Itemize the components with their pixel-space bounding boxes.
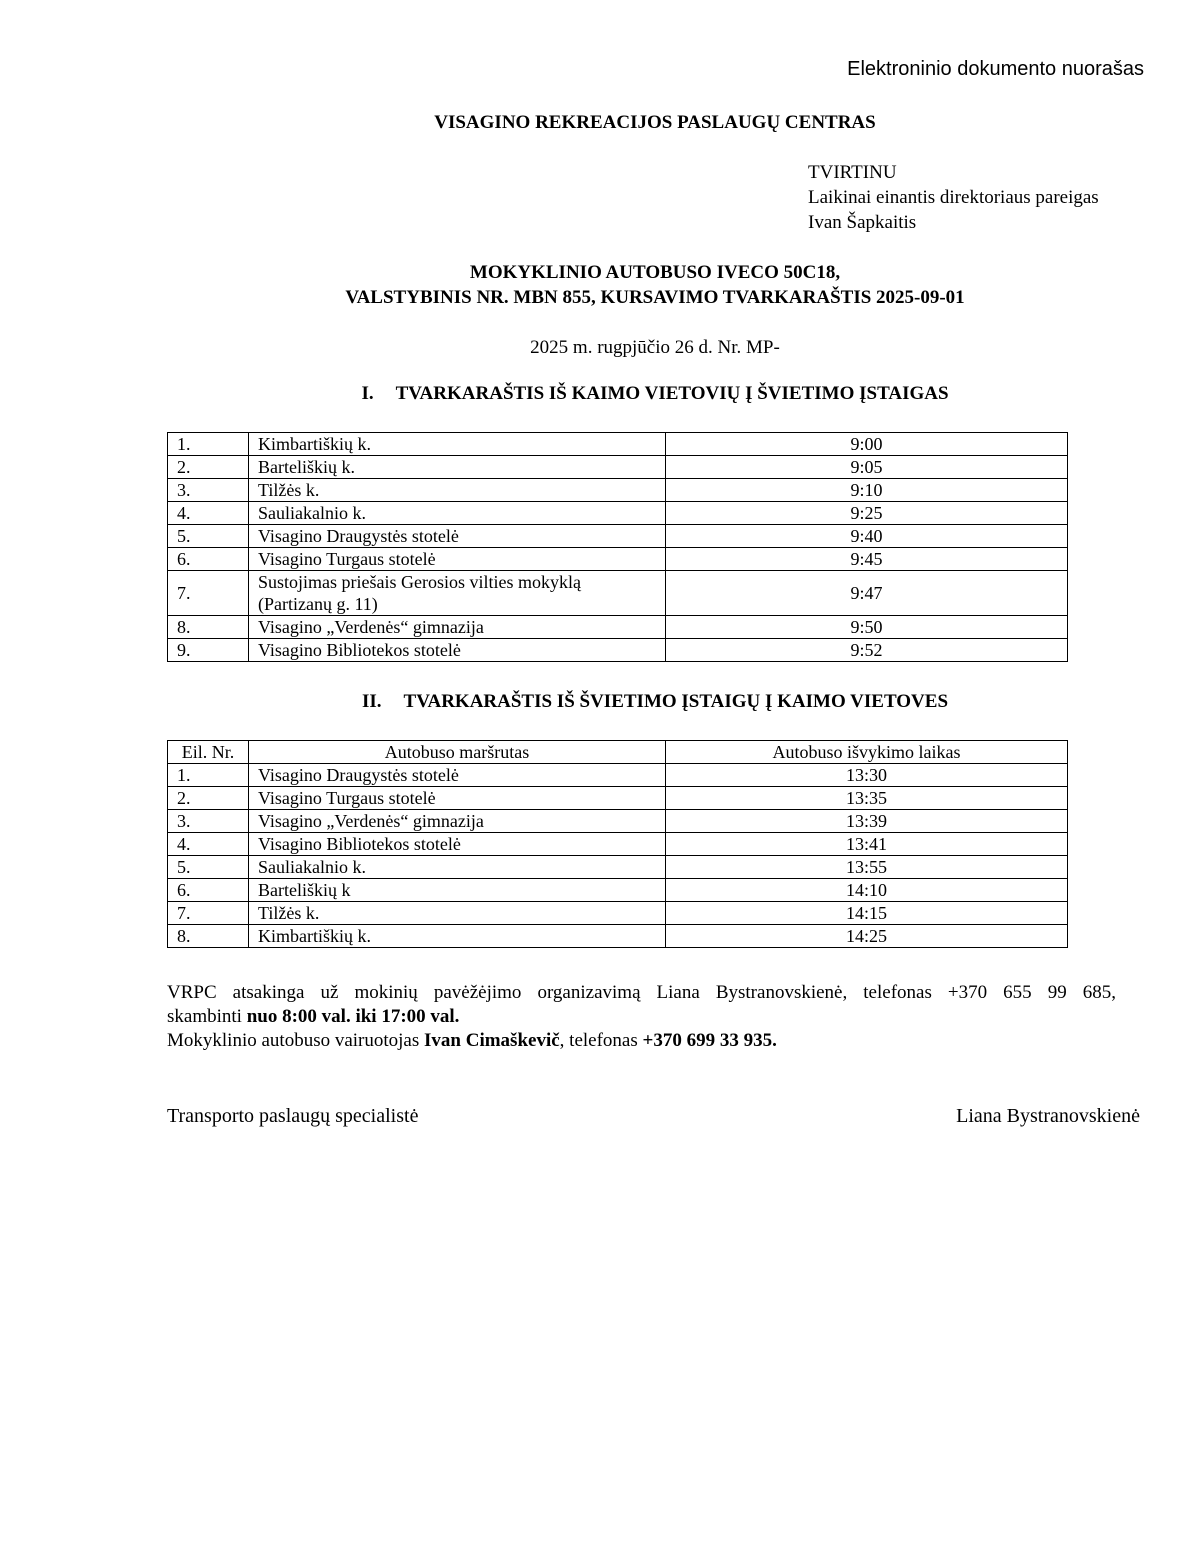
table-row xyxy=(168,787,1068,810)
departure-time: 9:52 xyxy=(666,639,1068,662)
departure-time: 14:25 xyxy=(666,925,1068,948)
route-stop: Visagino Draugystės stotelė xyxy=(249,764,666,787)
header-nr: Eil. Nr. xyxy=(168,741,249,764)
row-number: 4. xyxy=(168,833,249,856)
table-row xyxy=(168,810,1068,833)
table-row xyxy=(168,433,1068,456)
section-2-number: II. xyxy=(361,691,382,712)
organization-name: VISAGINO REKREACIJOS PASLAUGŲ CENTRAS xyxy=(434,112,876,133)
departure-time: 9:05 xyxy=(666,456,1068,479)
route-stop: Visagino Turgaus stotelė xyxy=(249,548,666,571)
contact-line-1: VRPC atsakinga už mokinių pavėžėjimo organizavimą Liana Bystranovskienė, telefonas +370 655 99 685, xyxy=(167,982,1116,1003)
departure-time: 13:41 xyxy=(666,833,1068,856)
table-row xyxy=(168,925,1068,948)
approval-block xyxy=(808,160,1099,235)
route-stop: Visagino Bibliotekos stotelė xyxy=(249,833,666,856)
section-1-title: TVARKARAŠTIS IŠ KAIMO VIETOVIŲ Į ŠVIETIMO ĮSTAIGAS xyxy=(395,383,949,404)
departure-time: 9:00 xyxy=(666,433,1068,456)
approval-line-1: TVIRTINU xyxy=(808,162,897,183)
schedule-table-afternoon xyxy=(167,740,1068,948)
table-row xyxy=(168,571,1068,616)
approval-line-2: Laikinai einantis direktoriaus pareigas xyxy=(808,187,1099,208)
row-number: 2. xyxy=(168,787,249,810)
departure-time: 9:10 xyxy=(666,479,1068,502)
driver-prefix: Mokyklinio autobuso vairuotojas xyxy=(167,1030,425,1051)
row-number: 3. xyxy=(168,479,249,502)
table-header-row xyxy=(168,741,1068,764)
table-row xyxy=(168,616,1068,639)
table-row xyxy=(168,548,1068,571)
contact-line-3 xyxy=(167,1029,1116,1053)
section-1-number: I. xyxy=(361,383,374,404)
departure-time: 9:47 xyxy=(666,571,1068,616)
departure-time: 9:25 xyxy=(666,502,1068,525)
document-date: 2025 m. rugpjūčio 26 d. Nr. MP- xyxy=(530,337,780,358)
schedule-table-morning xyxy=(167,432,1068,662)
approval-line-3: Ivan Šapkaitis xyxy=(808,212,917,233)
row-number: 7. xyxy=(168,571,249,616)
route-stop: Tilžės k. xyxy=(249,902,666,925)
table-row xyxy=(168,502,1068,525)
driver-name: Ivan Cimaškevič xyxy=(424,1030,560,1051)
row-number: 5. xyxy=(168,525,249,548)
row-number: 1. xyxy=(168,764,249,787)
route-stop: Barteliškių k. xyxy=(249,456,666,479)
departure-time: 14:15 xyxy=(666,902,1068,925)
departure-time: 13:39 xyxy=(666,810,1068,833)
header-time: Autobuso išvykimo laikas xyxy=(666,741,1068,764)
row-number: 4. xyxy=(168,502,249,525)
departure-time: 14:10 xyxy=(666,879,1068,902)
route-stop: Sauliakalnio k. xyxy=(249,856,666,879)
departure-time: 9:45 xyxy=(666,548,1068,571)
departure-time: 9:40 xyxy=(666,525,1068,548)
route-stop: Kimbartiškių k. xyxy=(249,925,666,948)
route-stop-line-1: Sustojimas priešais Gerosios vilties mokyklą xyxy=(258,572,581,592)
title-line-2: VALSTYBINIS NR. MBN 855, KURSAVIMO TVARKARAŠTIS 2025-09-01 xyxy=(345,287,965,308)
table-row xyxy=(168,639,1068,662)
route-stop: Kimbartiškių k. xyxy=(249,433,666,456)
route-stop: Barteliškių k xyxy=(249,879,666,902)
table-row xyxy=(168,833,1068,856)
section-2-heading xyxy=(0,691,1200,713)
driver-phone: +370 699 33 935. xyxy=(642,1030,777,1051)
row-number: 7. xyxy=(168,902,249,925)
signature-name: Liana Bystranovskienė xyxy=(956,1105,1140,1127)
row-number: 2. xyxy=(168,456,249,479)
table-row xyxy=(168,902,1068,925)
departure-time: 13:30 xyxy=(666,764,1068,787)
document-title xyxy=(0,260,1200,310)
section-1-heading xyxy=(0,383,1200,405)
table-row xyxy=(168,879,1068,902)
route-stop xyxy=(249,571,666,616)
section-2-title: TVARKARAŠTIS IŠ ŠVIETIMO ĮSTAIGŲ Į KAIMO VIETOVES xyxy=(403,691,949,712)
route-stop: Visagino Turgaus stotelė xyxy=(249,787,666,810)
copy-note: Elektroninio dokumento nuorašas xyxy=(847,58,1144,80)
header-route: Autobuso maršrutas xyxy=(249,741,666,764)
row-number: 1. xyxy=(168,433,249,456)
contact-call-prefix: skambinti xyxy=(167,1006,247,1027)
table-row xyxy=(168,764,1068,787)
departure-time: 13:55 xyxy=(666,856,1068,879)
table-row xyxy=(168,856,1068,879)
signature-role: Transporto paslaugų specialistė xyxy=(167,1105,419,1127)
route-stop: Visagino „Verdenės“ gimnazija xyxy=(249,810,666,833)
contact-line-2 xyxy=(167,1005,1116,1029)
row-number: 8. xyxy=(168,616,249,639)
departure-time: 9:50 xyxy=(666,616,1068,639)
row-number: 5. xyxy=(168,856,249,879)
table-row xyxy=(168,525,1068,548)
row-number: 6. xyxy=(168,879,249,902)
row-number: 9. xyxy=(168,639,249,662)
contact-info xyxy=(167,981,1116,1053)
driver-phone-label: , telefonas xyxy=(559,1030,643,1051)
table-row xyxy=(168,479,1068,502)
row-number: 8. xyxy=(168,925,249,948)
route-stop: Tilžės k. xyxy=(249,479,666,502)
route-stop: Sauliakalnio k. xyxy=(249,502,666,525)
route-stop-line-2: (Partizanų g. 11) xyxy=(258,594,378,614)
route-stop: Visagino Bibliotekos stotelė xyxy=(249,639,666,662)
title-line-1: MOKYKLINIO AUTOBUSO IVECO 50C18, xyxy=(469,262,841,283)
route-stop: Visagino „Verdenės“ gimnazija xyxy=(249,616,666,639)
table-row xyxy=(168,456,1068,479)
row-number: 3. xyxy=(168,810,249,833)
route-stop: Visagino Draugystės stotelė xyxy=(249,525,666,548)
departure-time: 13:35 xyxy=(666,787,1068,810)
row-number: 6. xyxy=(168,548,249,571)
contact-call-hours: nuo 8:00 val. iki 17:00 val. xyxy=(246,1006,460,1027)
